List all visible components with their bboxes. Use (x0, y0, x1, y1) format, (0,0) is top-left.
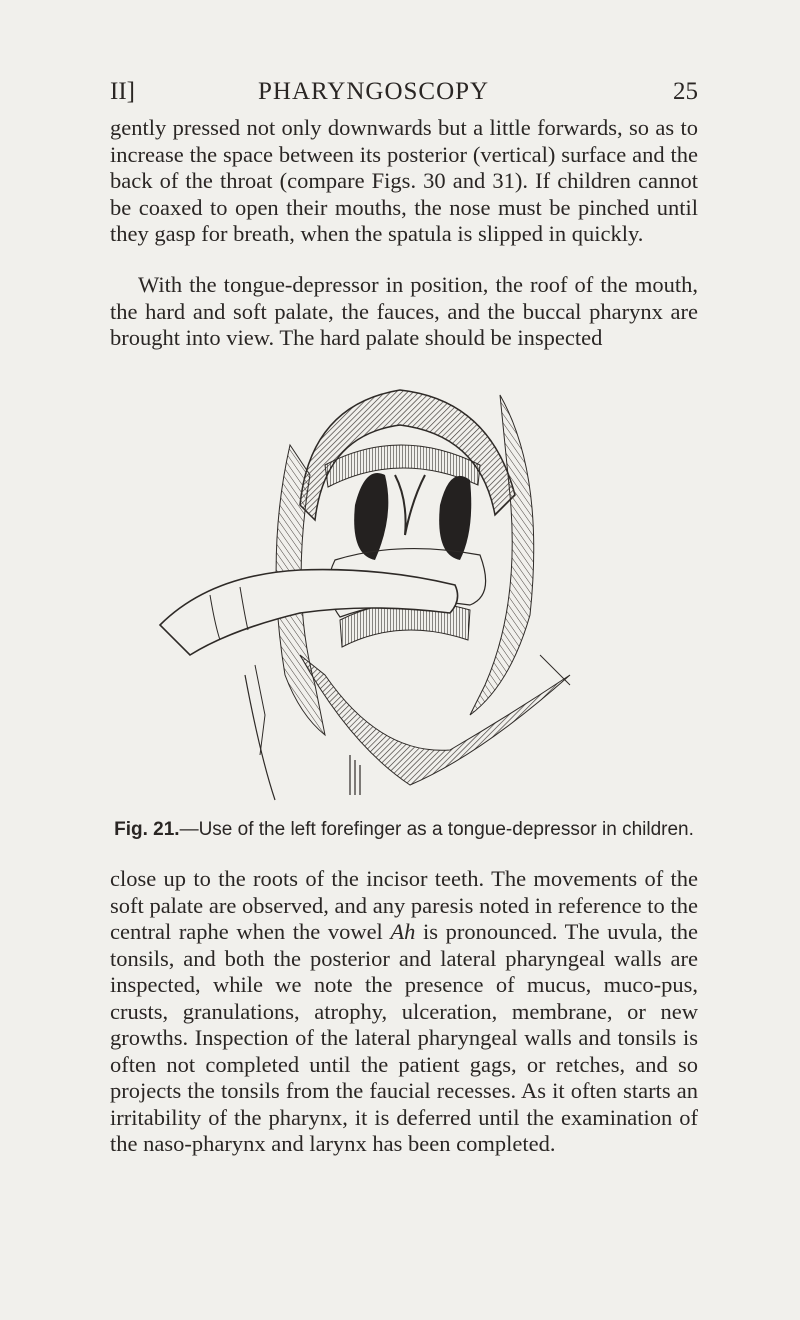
mouth-illustration-icon (150, 355, 650, 815)
running-header (110, 78, 698, 114)
figure-caption-text: —Use of the left forefinger as a tongue-depressor in children. (179, 819, 694, 840)
paragraph-3 (110, 866, 698, 1158)
figure-illustration (150, 355, 650, 815)
running-title: PHARYNGOSCOPY (258, 78, 490, 105)
page-number: 25 (673, 78, 698, 105)
paragraph-3-start: close up to the roots of the incisor teeth. The movements of the soft palate are observed, and any paresis noted in reference to the central raphe when the vowel (110, 866, 698, 944)
vowel-ah: Ah (390, 919, 416, 944)
chapter-number: II] (110, 78, 135, 105)
figure-caption (110, 818, 698, 842)
paragraph-1: gently pressed not only downwards but a little forwards, so as to increase the space between its posterior (vertical) surface and the back of the throat (compare Figs. 30 and 31). If children cannot be coaxed to open their mouths, the nose must be pinched until they gasp for breath, when the spatula is slipped in quickly. (110, 115, 698, 246)
figure-label: Fig. 21. (114, 819, 180, 840)
paragraph-3-end: is pronounced. The uvula, the tonsils, and both the posterior and lateral pharyngeal walls are inspected, while we note the presence of mucus, muco-pus, crusts, granulations, atrophy, ulceration, membrane, or new growths. Inspection of the lateral pharyngeal walls and tonsils is often not completed until the patient gags, or retches, and so projects the tonsils from the faucial recesses. As it often starts an irritability of the pharynx, it is deferred until the examination of the naso-pharynx and larynx has been completed. (110, 919, 698, 1156)
paragraph-2: With the tongue-depressor in position, the roof of the mouth, the hard and soft palate, the fauces, and the buccal pharynx are brought into view. The hard palate should be inspected (110, 272, 698, 350)
